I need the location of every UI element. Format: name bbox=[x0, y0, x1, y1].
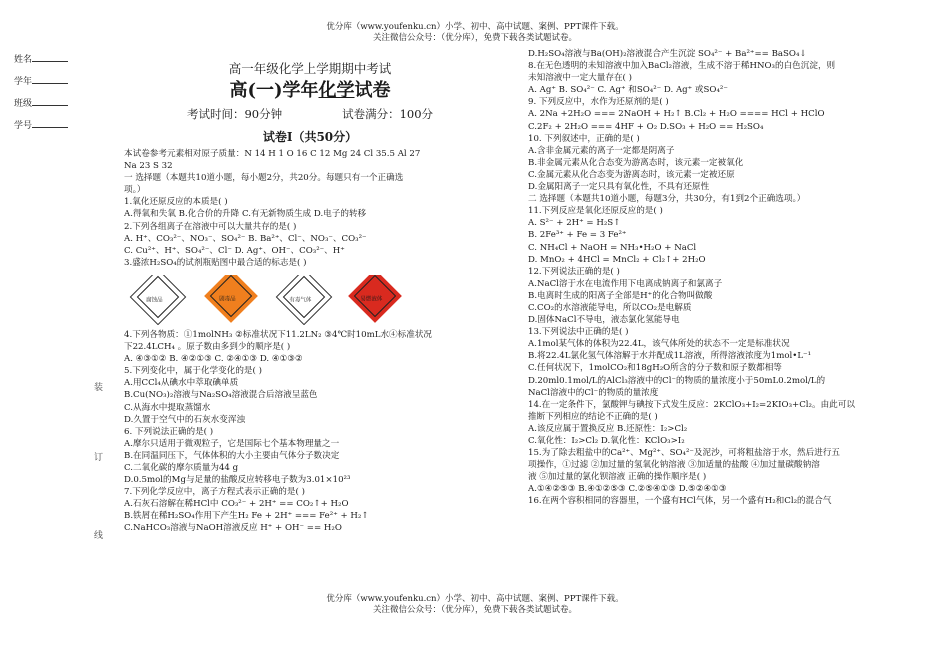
text-line: 6. 下列说法正确的是( ) bbox=[124, 426, 214, 437]
text-line: C.金属元素从化合态变为游离态时，该元素一定被还原 bbox=[528, 169, 735, 180]
text-line: B.Cu(NO₃)₂溶液与Na₂SO₄溶液混合后溶液呈蓝色 bbox=[124, 390, 318, 401]
class-label: 班级 bbox=[14, 99, 33, 109]
exam-info bbox=[124, 104, 496, 124]
text-line: B.在同温同压下，气体体积的大小主要由气体分子数决定 bbox=[124, 450, 340, 461]
text-line: 未知溶液中一定大量存在( ) bbox=[528, 73, 632, 84]
header-line-1: 优分库（www.youfenku.cn）小学、初中、高中试题、案例、PPT课件下载。 bbox=[326, 22, 624, 32]
text-line: 项。） bbox=[124, 185, 146, 196]
footer-line-2: 关注微信公众号：（优分库），免费下载各类试题试卷。 bbox=[372, 605, 577, 615]
seal-char-1: 装 bbox=[94, 383, 104, 393]
text-line: C.NaHCO₃溶液与NaOH溶液反应 H⁺ + OH⁻ == H₂O bbox=[124, 523, 342, 534]
name-field bbox=[14, 52, 68, 65]
section-title: 试卷Ⅰ（共50分） bbox=[262, 130, 358, 144]
text-line: D. MnO₂ + 4HCl = MnCl₂ + Cl₂↑+ 2H₂O bbox=[528, 254, 706, 265]
seal-char-3: 线 bbox=[94, 531, 104, 541]
class-field bbox=[14, 96, 68, 109]
question-block-3 bbox=[528, 48, 906, 508]
corrosive-sign bbox=[130, 275, 187, 325]
text-line: D.20ml0.1mol/L的AlCl₃溶液中的Cl⁻的物质的量浓度小于50mL0.2mol/L的 bbox=[528, 375, 826, 386]
text-line: 二 选择题（本题共10道小题，每题3分，共30分，有1到2个正确选项。） bbox=[528, 194, 806, 205]
text-line: D.H₂SO₄溶液与Ba(OH)₂溶液混合产生沉淀 SO₄²⁻ + Ba²⁺== BaSO₄↓ bbox=[528, 49, 807, 59]
text-line: A.①④②⑤③ B.④①②⑤③ C.②⑤④①③ D.⑤②④①③ bbox=[528, 484, 727, 495]
footer-line-1: 优分库（www.youfenku.cn）小学、初中、高中试题、案例、PPT课件下载。 bbox=[326, 594, 624, 604]
toxic-sign bbox=[204, 275, 258, 323]
exam-subtitle bbox=[124, 78, 496, 104]
subtitle-post: 试卷 bbox=[354, 80, 391, 101]
text-line: 15.为了除去粗盐中的Ca²⁺、Mg²⁺、SO₄²⁻及泥沙，可将粗盐溶于水，然后进行五 bbox=[528, 448, 841, 459]
sign-label: 易燃液体 bbox=[360, 296, 383, 303]
text-line: NaCl溶液中的Cl⁻的物质的量浓度 bbox=[528, 387, 659, 398]
text-line: 2.下列各组离子在溶液中可以大量共存的是( ) bbox=[124, 221, 297, 232]
text-line: C.2F₂ + 2H₂O === 4HF + O₂ D.SO₃ + H₂O == H₂SO₄ bbox=[528, 121, 764, 132]
sign-label: 剧毒品 bbox=[219, 296, 236, 303]
text-line: A.含非金属元素的离子一定都是阴离子 bbox=[528, 145, 675, 156]
subtitle-subject: 化学 bbox=[318, 80, 355, 101]
text-line: A. S²⁻ + 2H⁺ = H₂S↑ bbox=[528, 218, 621, 229]
text-line: A.用CCl₄从碘水中萃取碘单质 bbox=[124, 378, 239, 389]
text-line: B.电离时生成的阳离子全部是H⁺的化合物叫做酸 bbox=[528, 290, 713, 301]
subtitle-pre: 高(一)学年 bbox=[229, 80, 319, 101]
text-line: 9. 下列反应中，水作为还原剂的是( ) bbox=[528, 97, 669, 108]
text-line: A. ④③①② B. ④②①③ C. ②④①③ D. ④①③② bbox=[124, 354, 303, 365]
student-id-label: 学号 bbox=[14, 121, 33, 131]
text-line: 16.在两个容积相同的容器里，一个盛有HCl气体，另一个盛有H₂和Cl₂的混合气 bbox=[528, 496, 832, 507]
text-line: 13.下列说法中正确的是( ) bbox=[528, 327, 629, 338]
left-column bbox=[124, 48, 496, 535]
text-line: B.将22.4L氯化氢气体溶解于水并配成1L溶液，所得溶液浓度为1mol•L⁻¹ bbox=[528, 351, 812, 362]
text-line: 3.盛浓H₂SO₄的试剂瓶贴图中最合适的标志是( ) bbox=[124, 257, 307, 268]
text-line: A. Ag⁺ B. SO₄²⁻ C. Ag⁺ 和SO₄²⁻ D. Ag⁺ 或SO₄²⁻ bbox=[528, 85, 728, 96]
question-block-1 bbox=[124, 148, 496, 269]
text-line: 12.下列说法正确的是( ) bbox=[528, 266, 620, 277]
text-line: D.金属阳离子一定只具有氧化性，不具有还原性 bbox=[528, 182, 710, 193]
seal-char-2: 订 bbox=[94, 453, 104, 463]
right-column bbox=[528, 48, 906, 508]
text-line: 本试卷参考元素相对原子质量：N 14 H 1 O 16 C 12 Mg 24 Cl 35.5 Al 27 bbox=[124, 149, 421, 159]
student-id-field bbox=[14, 118, 68, 131]
exam-score: 试卷满分：100分 bbox=[342, 107, 434, 121]
text-line: D.固体NaCl不导电，液态氯化氢能导电 bbox=[528, 315, 680, 326]
name-label: 姓名 bbox=[14, 55, 33, 65]
page-header bbox=[0, 22, 950, 44]
text-line: 11.下列反应是氧化还原反应的是( ) bbox=[528, 206, 663, 217]
text-line: A.石灰石溶解在稀HCl中 CO₃²⁻ + 2H⁺ == CO₂↑+ H₂O bbox=[124, 499, 349, 510]
page-footer bbox=[0, 594, 950, 616]
text-line: 7.下列化学反应中，离子方程式表示正确的是( ) bbox=[124, 487, 305, 498]
toxic-gas-sign bbox=[276, 275, 333, 325]
text-line: 8.在无色透明的未知溶液中加入BaCl₂溶液，生成不溶于稀HNO₃的白色沉淀，则 bbox=[528, 61, 836, 72]
text-line: A. H⁺、CO₃²⁻、NO₃⁻、SO₄²⁻ B. Ba²⁺、Cl⁻、NO₃⁻、CO₃²⁻ bbox=[124, 233, 367, 244]
text-line: A.NaCl溶于水在电流作用下电离成钠离子和氯离子 bbox=[528, 278, 723, 289]
text-line: C.氧化性：I₂>Cl₂ D.氧化性：KClO₃>I₂ bbox=[528, 436, 685, 446]
header-line-2: 关注微信公众号：（优分库），免费下载各类试题试卷。 bbox=[372, 33, 577, 43]
text-line: C. NH₄Cl + NaOH = NH₃•H₂O + NaCl bbox=[528, 242, 697, 253]
text-line: C.任何状况下，1molCO₂和18gH₂O所含的分子数和原子数都相等 bbox=[528, 363, 782, 374]
exam-title: 高一年级化学上学期期中考试 bbox=[228, 61, 392, 76]
text-line: 4.下列各物质：①1molNH₃ ②标准状况下11.2LN₂ ③4℃时10mL水④标准状况 bbox=[124, 329, 433, 340]
text-line: 14.在一定条件下，氯酸钾与碘按下式发生反应：2KClO₃+I₂=2KIO₃+Cl₂。由此可以 bbox=[528, 399, 855, 410]
sign-label: 有毒气体 bbox=[289, 297, 312, 304]
text-line: A.1mol某气体的体积为22.4L，该气体所处的状态不一定是标准状况 bbox=[528, 339, 790, 350]
text-line: B.铁屑在稀H₂SO₄作用下产生H₂ Fe + 2H⁺ === Fe²⁺ + H₂↑ bbox=[124, 511, 369, 522]
question-block-2 bbox=[124, 329, 496, 535]
text-line: B.非金属元素从化合态变为游离态时，该元素一定被氧化 bbox=[528, 157, 744, 168]
text-line: A.得氧和失氧 B.化合价的升降 C.有无新物质生成 D.电子的转移 bbox=[124, 209, 367, 220]
text-line: 推断下列相应的结论不正确的是( ) bbox=[528, 411, 658, 422]
year-label: 学年 bbox=[14, 77, 33, 87]
text-line: 下22.4LCH₄ 。原子数由多到少的顺序是( ) bbox=[124, 342, 291, 353]
text-line: D.久置于空气中的石灰水变浑浊 bbox=[124, 414, 246, 425]
text-line: C.CO₂的水溶液能导电，所以CO₂是电解质 bbox=[528, 302, 692, 313]
text-line: C.二氧化碳的摩尔质量为44 g bbox=[124, 462, 239, 473]
text-line: 5.下列变化中，属于化学变化的是( ) bbox=[124, 366, 262, 377]
flammable-sign bbox=[348, 275, 402, 323]
text-line: 一 选择题（本题共10道小题，每小题2分，共20分。每题只有一个正确选 bbox=[124, 173, 404, 184]
exam-time: 考试时间：90分钟 bbox=[186, 107, 283, 121]
text-line: C.从海水中提取蒸馏水 bbox=[124, 402, 211, 413]
text-line: C. Cu²⁺、H⁺、SO₄²⁻、Cl⁻ D. Ag⁺、OH⁻、CO₃²⁻、H⁺ bbox=[124, 245, 345, 256]
text-line: B. 2Fe³⁺ + Fe = 3 Fe²⁺ bbox=[528, 230, 627, 241]
sign-label: 腐蚀品 bbox=[146, 297, 163, 304]
text-line: D.0.5mol的Mg与足量的盐酸反应转移电子数为3.01×10²³ bbox=[124, 475, 351, 486]
text-line: A.该反应属于置换反应 B.还原性：I₂>Cl₂ bbox=[528, 423, 688, 434]
year-field bbox=[14, 74, 68, 87]
text-line: 1.氧化还原反应的本质是( ) bbox=[124, 197, 228, 208]
text-line: 液 ⑤加过量的氯化钡溶液 正确的操作顺序是( ) bbox=[528, 472, 707, 483]
text-line: A.摩尔只适用于微观粒子，它是国际七个基本物理量之一 bbox=[124, 438, 340, 449]
text-line: 项操作，①过滤 ②加过量的氢氧化钠溶液 ③加适量的盐酸 ④加过量碳酸钠溶 bbox=[528, 460, 820, 471]
text-line: A. 2Na +2H₂O === 2NaOH + H₂↑ B.Cl₂ + H₂O ==== HCl + HClO bbox=[528, 109, 825, 120]
text-line: 10. 下列叙述中，正确的是( ) bbox=[528, 133, 640, 144]
text-line: Na 23 S 32 bbox=[124, 161, 173, 172]
hazard-signs bbox=[124, 275, 496, 325]
